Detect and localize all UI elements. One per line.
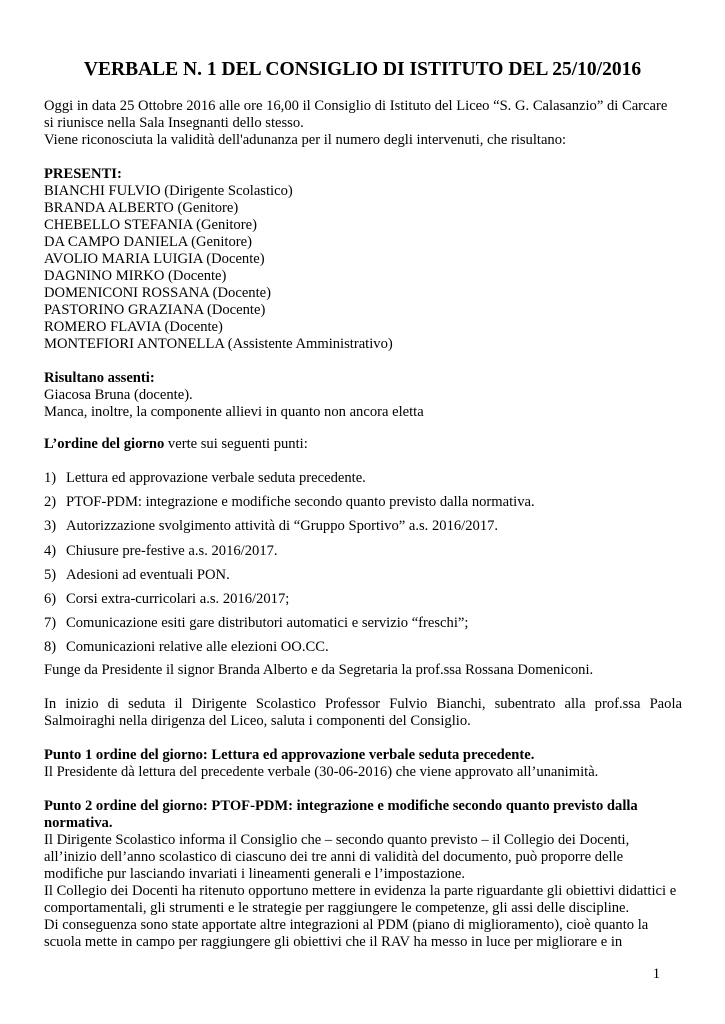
opening-paragraph — [44, 696, 682, 730]
page-number: 1 — [652, 966, 660, 982]
intro-line: Viene riconosciuta la validità dell'adunanza per il numero degli intervenuti, che risultano: — [44, 132, 567, 148]
intro-line: si riunisce nella Sala Insegnanti dello stesso. — [44, 115, 304, 131]
agenda-item-text: Corsi extra-curricolari a.s. 2016/2017; — [66, 591, 290, 607]
intro-line: Oggi in data 25 Ottobre 2016 alle ore 16,00 il Consiglio di Istituto del Liceo “S. G. Calasanzio” di Carcare — [44, 98, 668, 114]
agenda-item — [44, 591, 289, 608]
agenda-item-text: Comunicazioni relative alle elezioni OO.CC. — [66, 639, 329, 655]
opening-line: In inizio di seduta il Dirigente Scolastico Professor Fulvio Bianchi, subentrato alla prof.ssa Paola — [44, 696, 682, 712]
member-item: CHEBELLO STEFANIA (Genitore) — [44, 217, 257, 233]
agenda-item-text: Chiusure pre-festive a.s. 2016/2017. — [66, 543, 278, 559]
intro-paragraph — [44, 98, 682, 149]
presidency-line: Funge da Presidente il signor Branda Alberto e da Segretaria la prof.ssa Rossana Domeniconi. — [44, 662, 594, 678]
agenda-item-text: Autorizzazione svolgimento attività di “Gruppo Sportivo” a.s. 2016/2017. — [66, 518, 499, 534]
point1-section — [44, 747, 682, 781]
agenda-heading-rest: verte sui seguenti punti: — [164, 436, 308, 452]
point2-line: modifiche pur lasciando invariati i lineamenti generali e l’impostazione. — [44, 866, 466, 882]
member-item: DOMENICONI ROSSANA (Docente) — [44, 285, 271, 301]
member-item: DAGNINO MIRKO (Docente) — [44, 268, 227, 284]
agenda-item-number: 3) — [44, 518, 57, 534]
assenti-line: Giacosa Bruna (docente). — [44, 387, 193, 403]
point2-line: Il Dirigente Scolastico informa il Consiglio che – secondo quanto previsto – il Collegio dei Docenti, — [44, 832, 630, 848]
agenda-item-text: PTOF-PDM: integrazione e modifiche secondo quanto previsto dalla normativa. — [66, 494, 535, 510]
agenda-item-number: 4) — [44, 543, 57, 559]
point1-heading: Punto 1 ordine del giorno: Lettura ed approvazione verbale seduta precedente. — [44, 747, 535, 763]
point2-heading: normativa. — [44, 815, 113, 831]
agenda-item-number: 6) — [44, 591, 57, 607]
agenda-item — [44, 543, 278, 560]
agenda-item-number: 5) — [44, 567, 57, 583]
agenda-heading — [44, 436, 682, 453]
member-item: MONTEFIORI ANTONELLA (Assistente Amministrativo) — [44, 336, 393, 352]
member-item: BIANCHI FULVIO (Dirigente Scolastico) — [44, 183, 293, 199]
member-item: DA CAMPO DANIELA (Genitore) — [44, 234, 252, 250]
agenda-item — [44, 639, 329, 656]
point2-line: comportamentali, gli strumenti e le strategie per raggiungere le competenze, gli assi delle discipline. — [44, 900, 630, 916]
agenda-heading-bold: L’ordine del giorno — [44, 436, 165, 452]
member-item: ROMERO FLAVIA (Docente) — [44, 319, 223, 335]
member-item: PASTORINO GRAZIANA (Docente) — [44, 302, 266, 318]
point2-line: scuola mette in campo per raggiungere gli obiettivi che il RAV ha messo in luce per migliorare e in — [44, 934, 623, 950]
document-title: VERBALE N. 1 DEL CONSIGLIO DI ISTITUTO DEL 25/10/2016 — [83, 59, 642, 80]
assenti-heading: Risultano assenti: — [44, 370, 155, 386]
agenda-item-text: Lettura ed approvazione verbale seduta precedente. — [66, 470, 366, 486]
presenti-heading: PRESENTI: — [44, 166, 122, 182]
assenti-line: Manca, inoltre, la componente allievi in quanto non ancora eletta — [44, 404, 424, 420]
opening-line: Salmoiraghi nella dirigenza del Liceo, saluta i componenti del Consiglio. — [44, 713, 471, 729]
agenda-item-number: 7) — [44, 615, 57, 631]
point1-text: Il Presidente dà lettura del precedente verbale (30-06-2016) che viene approvato all’unanimità. — [44, 764, 599, 780]
agenda-item-text: Comunicazione esiti gare distributori automatici e servizio “freschi”; — [66, 615, 469, 631]
agenda-item-number: 1) — [44, 470, 57, 486]
agenda-item-text: Adesioni ad eventuali PON. — [66, 567, 230, 583]
agenda-item-number: 8) — [44, 639, 57, 655]
point2-line: all’inizio dell’anno scolastico di ciascuno dei tre anni di validità del documento, può proporre delle — [44, 849, 624, 865]
point2-line: Di conseguenza sono state apportate altre integrazioni al PDM (piano di miglioramento), cioè quanto la — [44, 917, 649, 933]
agenda-item-number: 2) — [44, 494, 57, 510]
agenda-item — [44, 470, 366, 487]
member-item: BRANDA ALBERTO (Genitore) — [44, 200, 239, 216]
point2-heading: Punto 2 ordine del giorno: PTOF-PDM: integrazione e modifiche secondo quanto previsto dalla — [44, 798, 638, 814]
point2-section — [44, 798, 682, 951]
agenda-item — [44, 518, 498, 535]
agenda-item — [44, 567, 230, 584]
assenti-section — [44, 370, 682, 421]
presenti-section — [44, 166, 682, 353]
agenda-item — [44, 494, 535, 511]
presidency-paragraph — [44, 662, 682, 679]
point2-line: Il Collegio dei Docenti ha ritenuto opportuno mettere in evidenza la parte riguardante gli obiettivi didattici e — [44, 883, 677, 899]
agenda-item — [44, 615, 468, 632]
member-item: AVOLIO MARIA LUIGIA (Docente) — [44, 251, 265, 267]
